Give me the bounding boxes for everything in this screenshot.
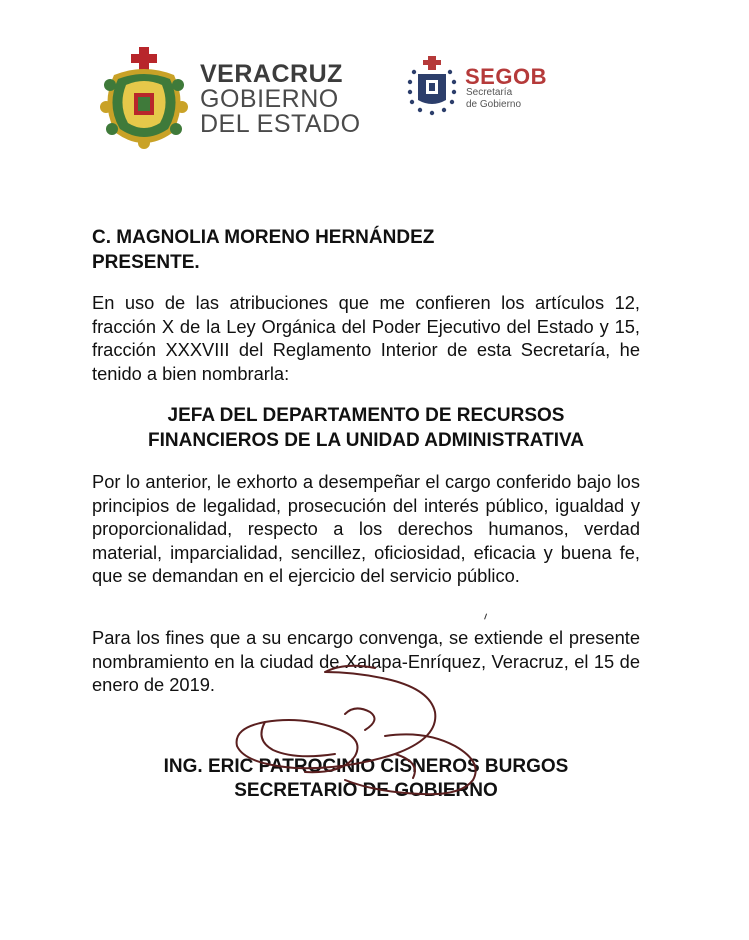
signer-title: SECRETARIO DE GOBIERNO bbox=[234, 780, 498, 801]
paragraph-attributions: En uso de las atribuciones que me confieren los artículos 12, fracción X de la Ley Orgánica del Poder Ejecutivo del Estado y 15, fracción XXXVIII del Reglamento Interior de esta Secretaría, he tenido a bien nombrarla: bbox=[92, 292, 640, 384]
veracruz-coat-of-arms-icon bbox=[96, 45, 192, 153]
veracruz-line3: DEL ESTADO bbox=[200, 110, 361, 138]
paragraph-closing: Para los fines que a su encargo convenga, se extiende el presente nombramiento en la ciudad de Xalapa-Enríquez, Veracruz, el 15 de enero de 2019. bbox=[92, 627, 640, 696]
veracruz-line2: GOBIERNO bbox=[200, 85, 339, 113]
addressee-name: C. MAGNOLIA MORENO HERNÁNDEZ bbox=[92, 227, 435, 248]
segob-emblem-icon bbox=[406, 56, 458, 116]
veracruz-wordmark bbox=[200, 62, 361, 137]
segob-sub-line1: Secretaría bbox=[466, 87, 513, 98]
veracruz-line1: VERACRUZ bbox=[200, 60, 343, 88]
handwritten-signature bbox=[225, 650, 495, 800]
segob-sub-line2: de Gobierno bbox=[466, 99, 522, 110]
appointment-title bbox=[92, 403, 640, 453]
paragraph-principles: Por lo anterior, le exhorto a desempeñar el cargo conferido bajo los principios de legalidad, prosecución del interés público, igualdad y proporcionalidad, respecto a los derechos humanos, verdad material, imparcialidad, sencillez, oficiosidad, eficacia y buena fe, que se demandan en el ejercicio del servicio público. bbox=[92, 471, 640, 587]
segob-subtitle bbox=[466, 87, 521, 111]
ink-mark bbox=[484, 613, 490, 620]
addressee-block bbox=[92, 225, 434, 275]
appointment-line2: FINANCIEROS DE LA UNIDAD ADMINISTRATIVA bbox=[148, 430, 584, 451]
presente-label: PRESENTE. bbox=[92, 252, 200, 273]
signer-name: ING. ERIC PATROCINIO CISNEROS BURGOS bbox=[163, 756, 569, 777]
appointment-line1: JEFA DEL DEPARTAMENTO DE RECURSOS bbox=[167, 405, 565, 426]
segob-title: SEGOB bbox=[465, 64, 547, 89]
letterhead bbox=[0, 0, 749, 160]
